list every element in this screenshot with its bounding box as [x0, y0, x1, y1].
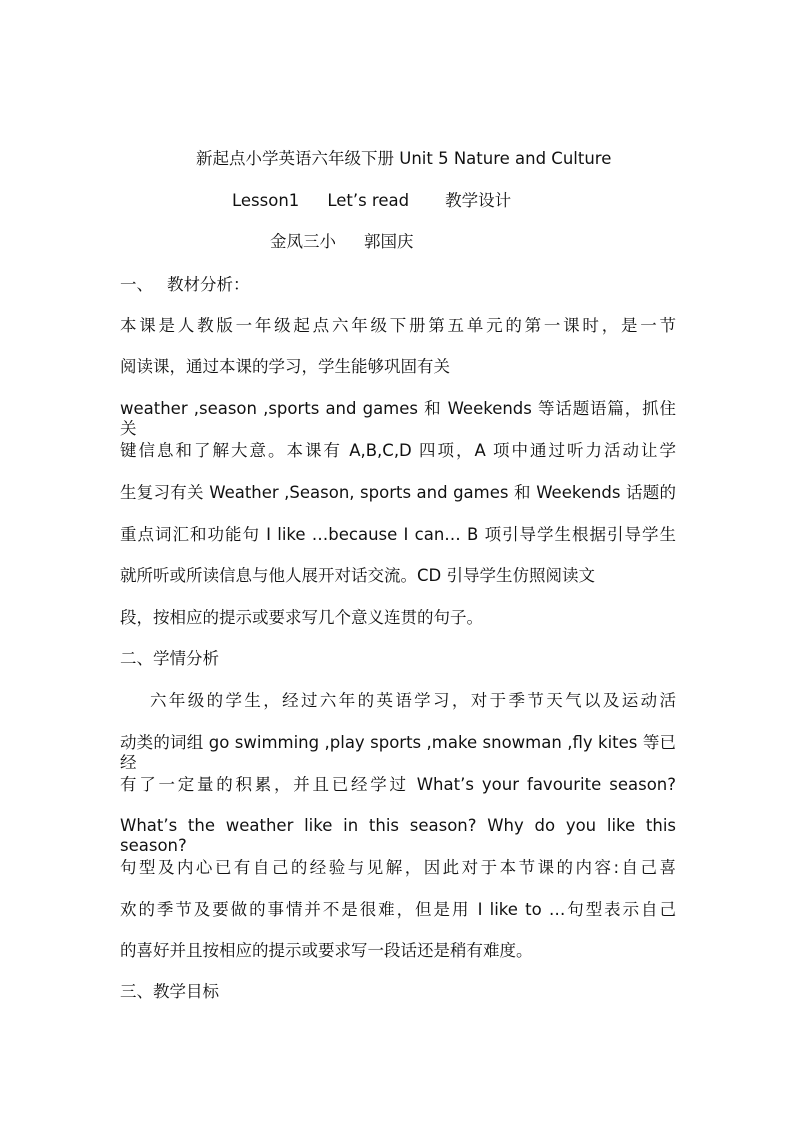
- paragraph-line: What’s the weather like in this season? Why do you like this season?: [120, 816, 676, 855]
- paragraph-line: 本课是人教版一年级起点六年级下册第五单元的第一课时，是一节: [120, 316, 676, 335]
- section-heading-3: 三、教学目标: [120, 982, 219, 1001]
- section-number: 一、: [120, 275, 153, 294]
- paragraph-line: 生复习有关 Weather ,Season, sports and games 和 Weekends 话题的: [120, 483, 676, 502]
- document-title: 新起点小学英语六年级下册 Unit 5 Nature and Culture: [196, 149, 612, 168]
- paragraph-line: 就所听或所读信息与他人展开对话交流。CD 引导学生仿照阅读文: [120, 566, 595, 585]
- paragraph-line: 欢的季节及要做的事情并不是很难，但是用 I like to …句型表示自己: [120, 900, 676, 919]
- lesson-name: Let’s read: [327, 191, 410, 210]
- paragraph-line: 重点词汇和功能句 I like …because I can… B 项引导学生根据引导学生: [120, 525, 676, 544]
- paragraph-line: 键信息和了解大意。本课有 A,B,C,D 四项，A 项中通过听力活动让学: [120, 441, 676, 460]
- section-heading-2: 二、学情分析: [120, 649, 219, 668]
- document-type: 教学设计: [445, 191, 512, 210]
- paragraph-line: weather ,season ,sports and games 和 Weekends 等话题语篇，抓住关: [120, 399, 676, 438]
- paragraph-line: 句型及内心已有自己的经验与见解，因此对于本节课的内容:自己喜: [120, 858, 676, 877]
- paragraph-line: 的喜好并且按相应的提示或要求写一段话还是稍有难度。: [120, 941, 533, 960]
- school-name: 金凤三小: [270, 232, 336, 251]
- section-title: 教材分析：: [167, 275, 250, 294]
- lesson-line: [232, 191, 511, 211]
- paragraph-line: 动类的词组 go swimming ,play sports ,make snowman ,fly kites 等已经: [120, 733, 676, 772]
- paragraph-line: 段，按相应的提示或要求写几个意义连贯的句子。: [120, 608, 483, 627]
- section-heading-1: [120, 275, 250, 295]
- author-name: 郭国庆: [364, 232, 414, 251]
- author-line: [270, 232, 414, 252]
- paragraph-line: 有了一定量的积累，并且已经学过 What’s your favourite season?: [120, 775, 676, 794]
- lesson-number: Lesson1: [232, 191, 300, 210]
- paragraph-line: 六年级的学生，经过六年的英语学习，对于季节天气以及运动活: [150, 691, 676, 710]
- paragraph-line: 阅读课，通过本课的学习，学生能够巩固有关: [120, 357, 450, 376]
